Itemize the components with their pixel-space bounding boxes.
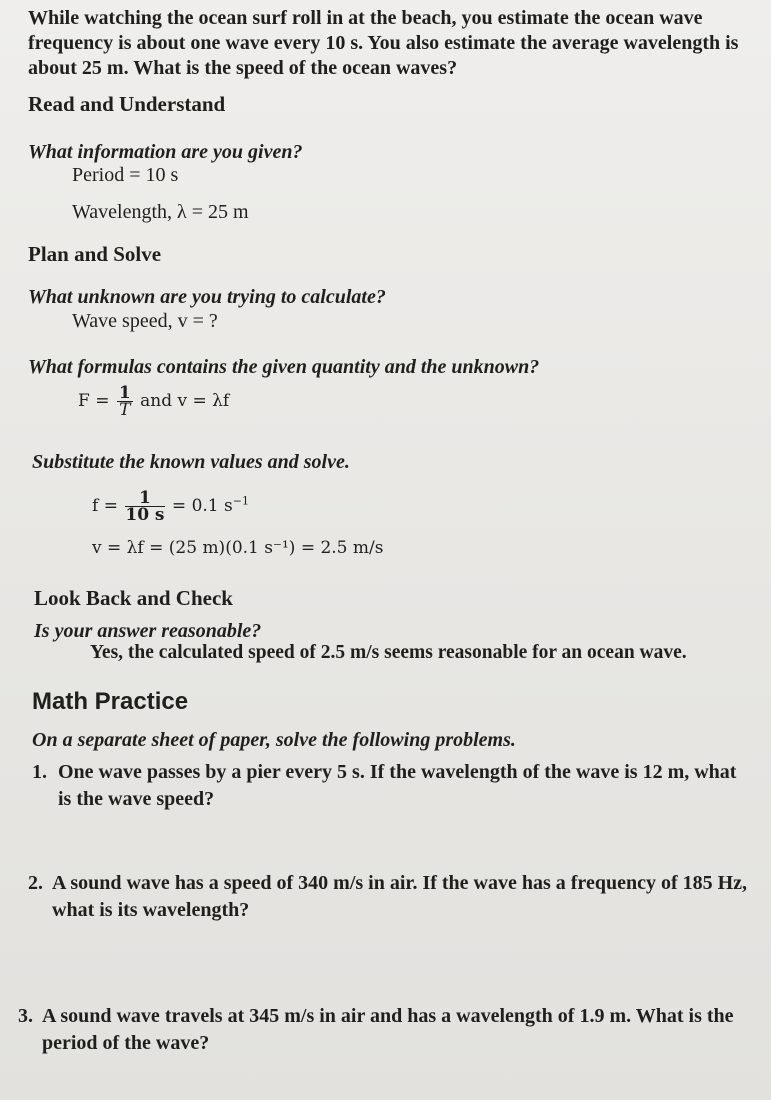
unknown-question: What unknown are you trying to calculate?	[28, 286, 386, 308]
given-wavelength: Wavelength, λ = 25 m	[72, 201, 249, 223]
formulas-question: What formulas contains the given quantity and the unknown?	[28, 356, 540, 378]
formula-line	[78, 385, 771, 418]
formula-denominator: T	[119, 400, 131, 420]
formula-numerator: 1	[118, 383, 131, 403]
given-period: Period = 10 s	[72, 164, 179, 186]
practice-instructions: On a separate sheet of paper, solve the following problems.	[32, 729, 516, 751]
formula-fraction	[117, 385, 133, 418]
math-practice-heading: Math Practice	[32, 688, 189, 715]
formula-left: F =	[78, 391, 110, 411]
calc1-fraction	[125, 490, 164, 523]
unknown-value: Wave speed, v = ?	[72, 310, 218, 332]
problem-3-number: 3.	[18, 1005, 33, 1027]
problem-2-number: 2.	[28, 872, 43, 894]
calc1-numerator: 1	[125, 490, 164, 507]
calc1-left: f =	[92, 496, 118, 516]
given-question: What information are you given?	[28, 141, 303, 163]
intro-paragraph: While watching the ocean surf roll in at the beach, you estimate the ocean wave frequency is about one wave every 10 s. You also estimate the average wavelength is about 25 m. What is the speed of the ocean waves?	[28, 7, 739, 79]
calc1-exponent: −1	[232, 494, 249, 508]
problem-3	[18, 1003, 768, 1057]
problem-1-text: One wave passes by a pier every 5 s. If the wavelength of the wave is 12 m, what is the wave speed?	[58, 761, 737, 810]
problem-1-number: 1.	[32, 761, 47, 783]
read-understand-heading: Read and Understand	[28, 92, 226, 116]
calc-speed: v = λf = (25 m)(0.1 s⁻¹) = 2.5 m/s	[92, 538, 384, 558]
calc1-denominator: 10 s	[125, 505, 165, 525]
reasonable-answer: Yes, the calculated speed of 2.5 m/s seems reasonable for an ocean wave.	[90, 642, 687, 663]
substitute-instruction: Substitute the known values and solve.	[32, 451, 350, 473]
formula-mid: and v = λf	[140, 391, 230, 411]
calc1-right: = 0.1 s	[171, 496, 233, 516]
problem-1	[32, 759, 762, 813]
plan-solve-heading: Plan and Solve	[28, 242, 162, 266]
reasonable-question: Is your answer reasonable?	[34, 620, 262, 642]
problem-3-text: A sound wave travels at 345 m/s in air and has a wavelength of 1.9 m. What is the period of the wave?	[42, 1005, 734, 1054]
problem-2-text: A sound wave has a speed of 340 m/s in air. If the wave has a frequency of 185 Hz, what is its wavelength?	[52, 872, 748, 921]
problem-2	[28, 870, 768, 924]
calc-frequency	[92, 490, 771, 523]
look-back-heading: Look Back and Check	[34, 586, 233, 610]
